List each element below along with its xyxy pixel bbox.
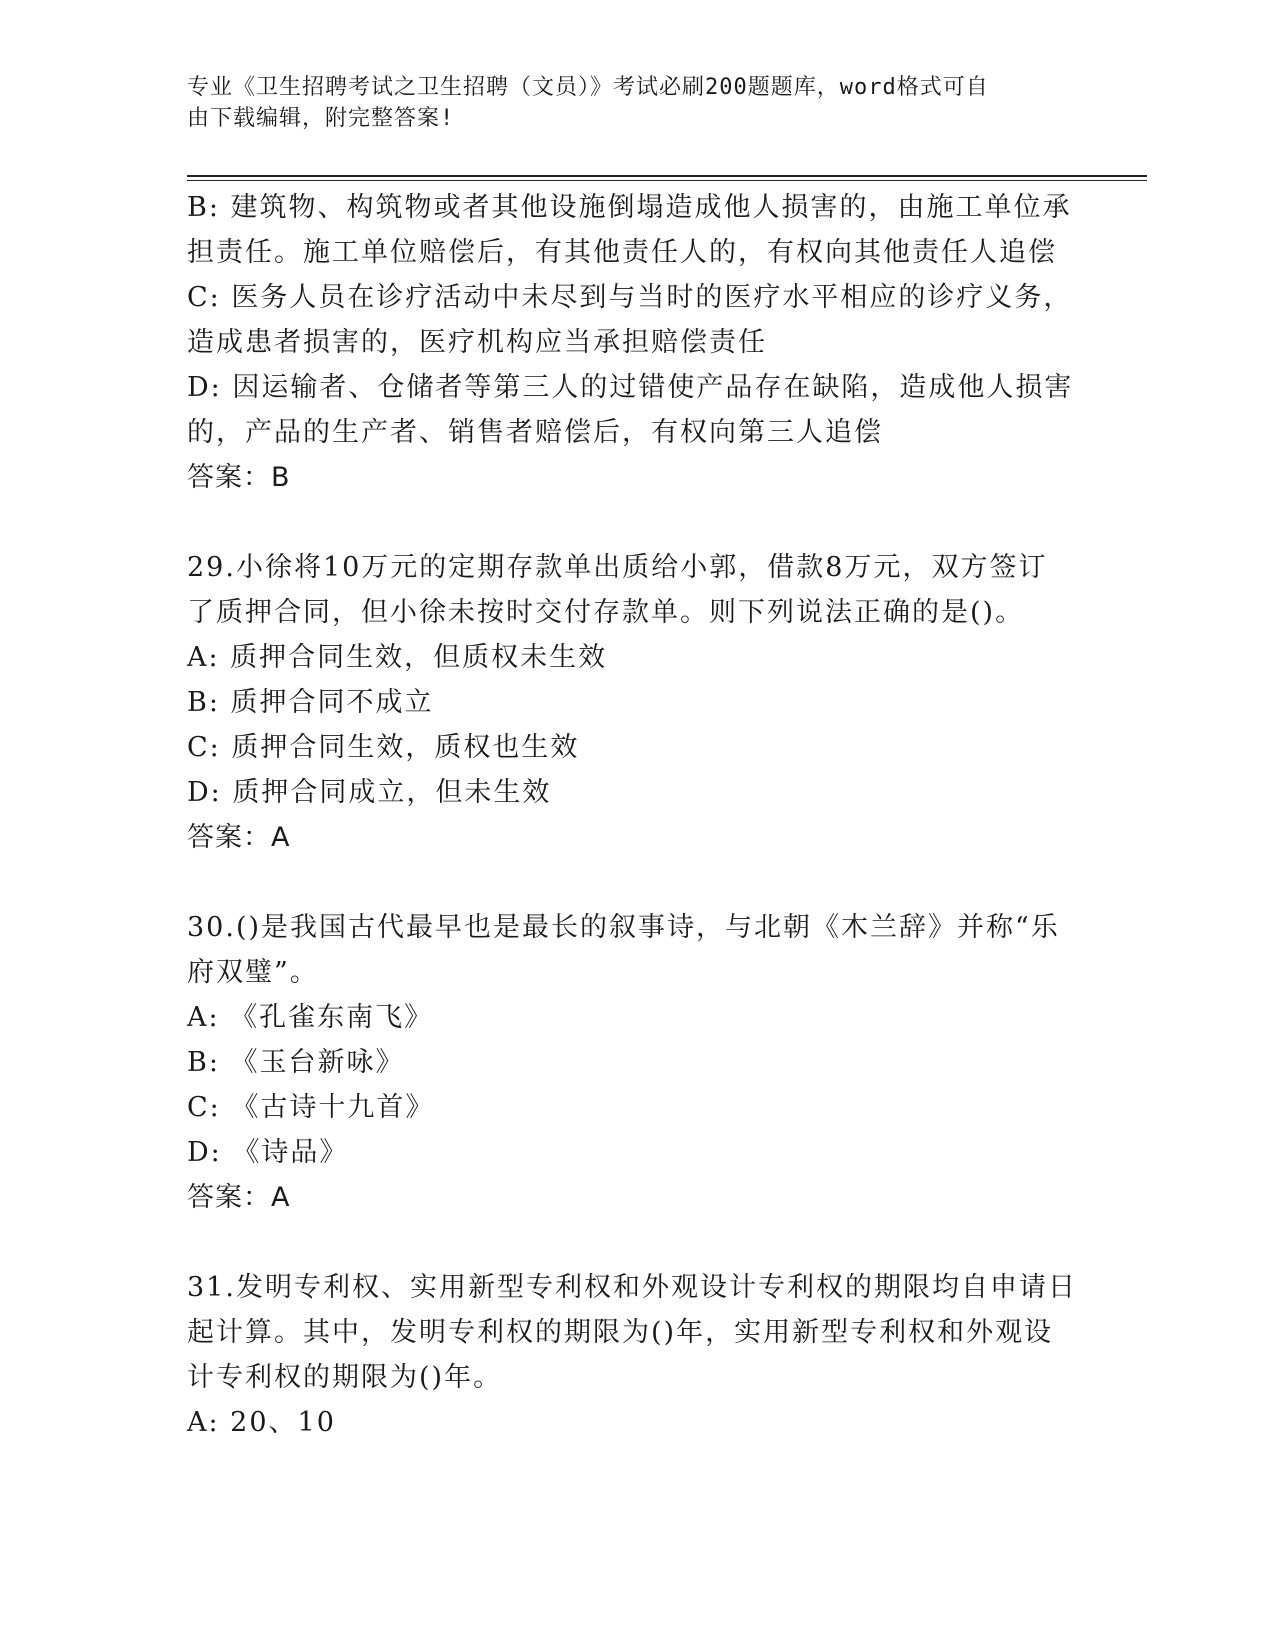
- header-line-2: 由下载编辑，附完整答案!: [187, 106, 455, 131]
- header-divider-thick: [187, 175, 1147, 177]
- question-29: [187, 545, 1077, 860]
- option-line: C: 医务人员在诊疗活动中未尽到与当时的医疗水平相应的诊疗义务，: [187, 282, 1073, 313]
- question-stem: 计专利权的期限为()年。: [187, 1362, 503, 1393]
- spacer: [187, 860, 1077, 905]
- option-line: B: 建筑物、构筑物或者其他设施倒塌造成他人损害的，由施工单位承: [187, 192, 1072, 223]
- question-stem: 29.小徐将10万元的定期存款单出质给小郭，借款8万元，双方签订: [187, 552, 1048, 583]
- question-stem: 30.()是我国古代最早也是最长的叙事诗，与北朝《木兰辞》并称“乐: [187, 912, 1060, 943]
- option-c: C: 质押合同生效，质权也生效: [187, 732, 580, 763]
- question-content: [187, 185, 1077, 1445]
- option-b: B: 质押合同不成立: [187, 687, 434, 718]
- spacer: [187, 1220, 1077, 1265]
- option-line: 的，产品的生产者、销售者赔偿后，有权向第三人追偿: [187, 417, 883, 448]
- question-stem: 起计算。其中，发明专利权的期限为()年，实用新型专利权和外观设: [187, 1317, 1054, 1348]
- answer-line: 答案：B: [187, 462, 291, 493]
- header-line-1: 专业《卫生招聘考试之卫生招聘（文员）》考试必刷200题题库，word格式可自: [187, 75, 989, 100]
- question-stem: 31.发明专利权、实用新型专利权和外观设计专利权的期限均自申请日: [187, 1272, 1077, 1303]
- header-divider-thin: [187, 180, 1147, 181]
- option-a: A: 20、10: [187, 1407, 336, 1438]
- prev-question: [187, 185, 1077, 500]
- answer-line: 答案：A: [187, 1182, 291, 1213]
- answer-line: 答案：A: [187, 822, 291, 853]
- option-line: 造成患者损害的，医疗机构应当承担赔偿责任: [187, 327, 767, 358]
- option-c: C: 《古诗十九首》: [187, 1092, 435, 1123]
- option-line: D: 因运输者、仓储者等第三人的过错使产品存在缺陷，造成他人损害: [187, 372, 1074, 403]
- question-30: [187, 905, 1077, 1220]
- option-line: 担责任。施工单位赔偿后，有其他责任人的，有权向其他责任人追偿: [187, 237, 1057, 268]
- question-stem: 了质押合同，但小徐未按时交付存款单。则下列说法正确的是()。: [187, 597, 1025, 628]
- option-d: D: 质押合同成立，但未生效: [187, 777, 552, 808]
- question-31: [187, 1265, 1077, 1445]
- document-header: [187, 72, 1067, 134]
- option-b: B: 《玉台新咏》: [187, 1047, 405, 1078]
- question-stem: 府双璧”。: [187, 957, 319, 988]
- spacer: [187, 500, 1077, 545]
- option-d: D: 《诗品》: [187, 1137, 349, 1168]
- option-a: A: 《孔雀东南飞》: [187, 1002, 434, 1033]
- option-a: A: 质押合同生效，但质权未生效: [187, 642, 608, 673]
